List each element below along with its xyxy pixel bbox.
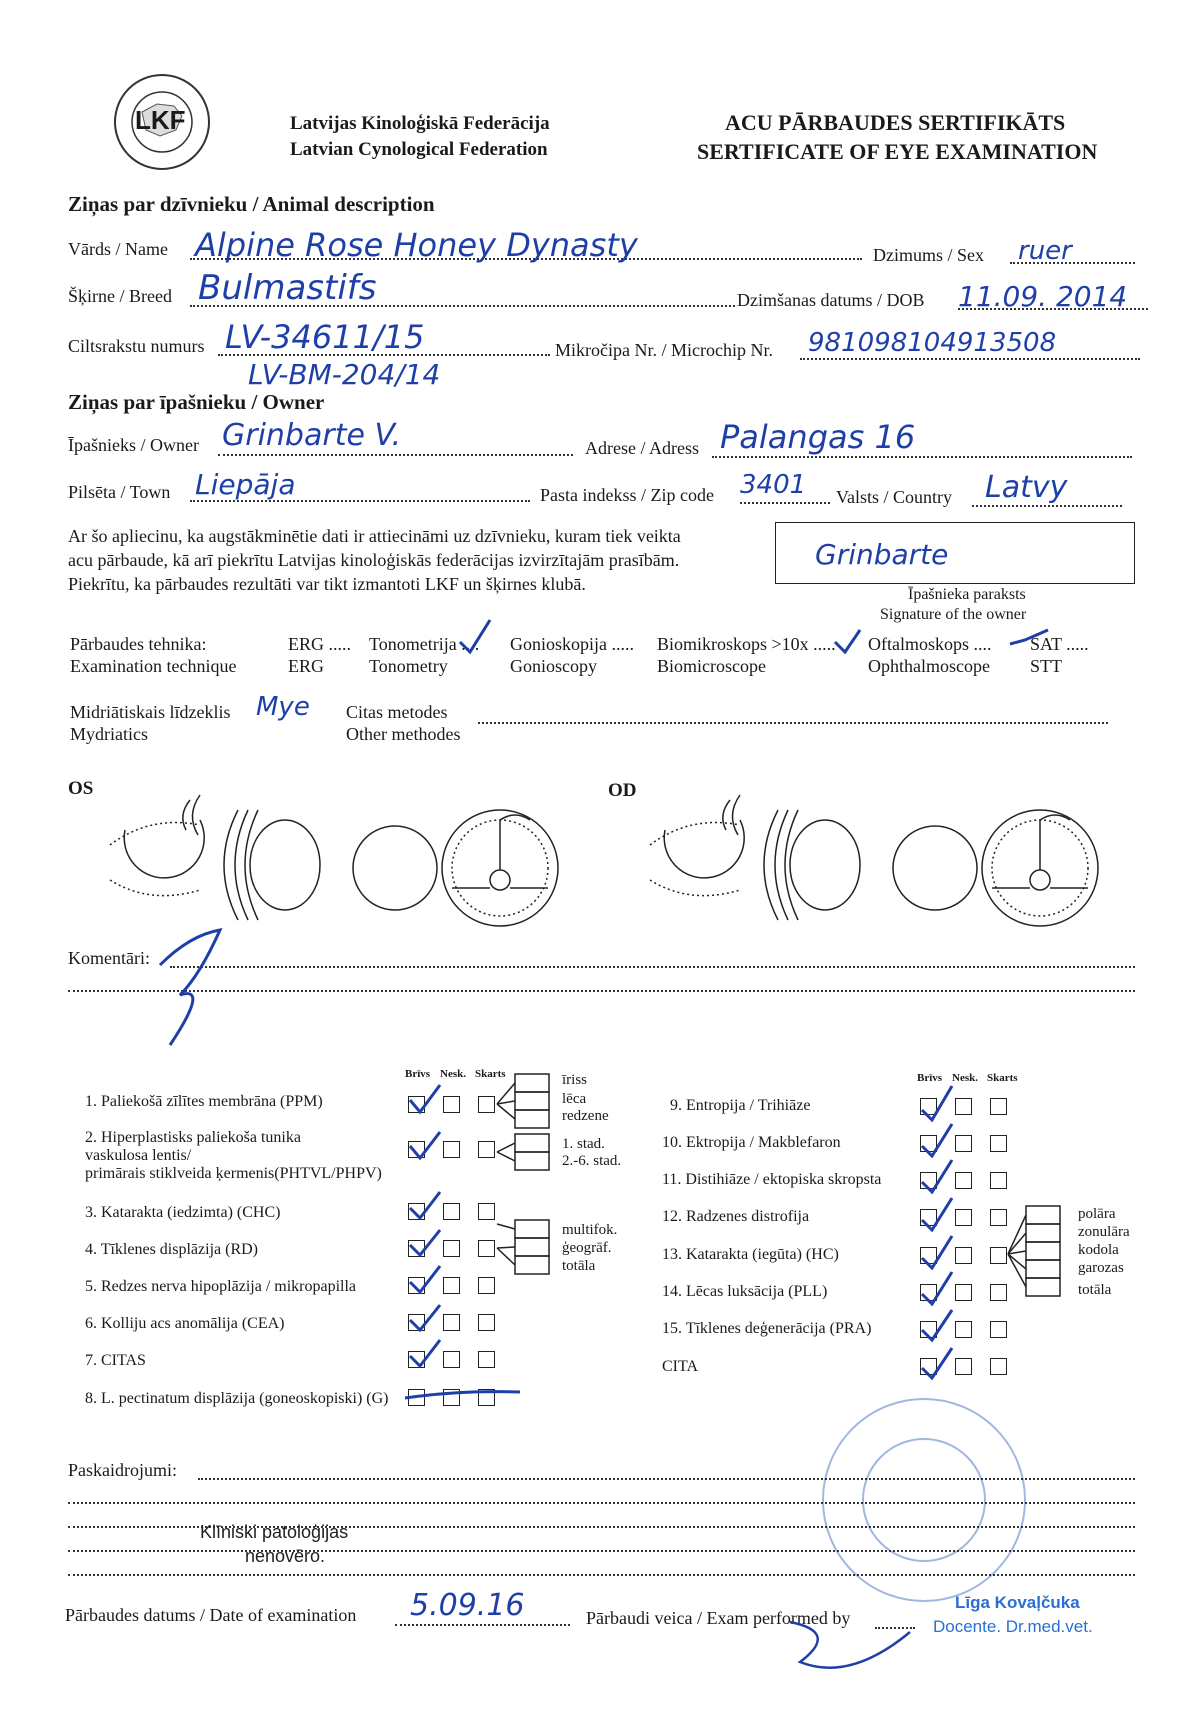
row-distichiasis: 11. Distihiāze / ektopiska skropsta	[662, 1171, 882, 1188]
comments-line-1	[170, 966, 1135, 968]
chip-label: Mikročipa Nr. / Microchip Nr.	[555, 340, 773, 360]
sig-label-en: Signature of the owner	[880, 606, 1027, 623]
col-nesk-left: Nesk.	[440, 1068, 466, 1080]
row-pra: 15. Tīklenes deģenerācija (PRA)	[662, 1320, 872, 1337]
address-value: Palangas 16	[720, 418, 916, 456]
explain-line-5	[68, 1574, 1135, 1576]
chip-line	[800, 358, 1140, 360]
gonio-en: Gonioscopy	[510, 656, 597, 676]
od-eye-diagrams	[630, 780, 1100, 935]
other-methods-en: Other methodes	[346, 724, 461, 744]
phtvl-sub-2: 2.-6. stad.	[562, 1153, 622, 1169]
declaration-line-1: Ar šo apliecinu, ka augstākminētie dati ir attiecināmi uz dzīvnieku, kuram tiek veikta	[68, 526, 681, 546]
vet-round-stamp-inner	[862, 1438, 986, 1562]
row-ppm: 1. Paliekošā zīlītes membrāna (PPM)	[85, 1093, 323, 1110]
breed-label: Šķirne / Breed	[68, 286, 172, 306]
hc-sub-total: totāla	[1078, 1282, 1112, 1298]
hc-sub-nuclear: kodola	[1078, 1242, 1119, 1258]
name-label: Vārds / Name	[68, 239, 168, 259]
sat-en: STT	[1030, 656, 1063, 676]
row-entropion: 9. Entropija / Trihiāze	[670, 1097, 811, 1114]
dob-value: 11.09. 2014	[958, 280, 1128, 313]
town-label: Pilsēta / Town	[68, 482, 171, 502]
right-checkmarks	[912, 1082, 972, 1387]
checkbox	[990, 1098, 1007, 1115]
breed-value: Bulmastifs	[198, 268, 377, 308]
owner-section-title: Ziņas par īpašnieku / Owner	[68, 390, 325, 414]
row-corneal-dystrophy: 12. Radzenes distrofija	[662, 1208, 810, 1225]
row-rd: 4. Tīklenes displāzija (RD)	[85, 1241, 258, 1258]
col-skarts-right: Skarts	[987, 1072, 1018, 1084]
comments-dash-mark	[150, 925, 230, 1060]
explain-line-2	[68, 1502, 1135, 1504]
town-value: Liepāja	[195, 468, 296, 501]
vet-name-stamp: Līga Kovaļčuka	[955, 1593, 1080, 1612]
title-en: SERTIFICATE OF EYE EXAMINATION	[697, 139, 1098, 164]
exam-date-line	[395, 1624, 570, 1626]
row-ectropion: 10. Ektropija / Makblefaron	[662, 1134, 841, 1151]
other-methods-line	[478, 722, 1108, 724]
name-value: Alpine Rose Honey Dynasty	[195, 226, 638, 264]
owner-signature: Grinbarte	[815, 538, 949, 571]
checkbox	[990, 1172, 1007, 1189]
zip-value: 3401	[740, 470, 807, 500]
row-onh: 5. Redzes nerva hipoplāzija / mikropapilla	[85, 1278, 357, 1295]
mydriatics-label-lv: Midriātiskais līdzeklis	[70, 702, 231, 722]
country-value: Latvy	[985, 470, 1068, 505]
col-nesk-right: Nesk.	[952, 1072, 978, 1084]
sat-lv: SAT .....	[1030, 634, 1089, 654]
erg-lv: ERG .....	[288, 634, 351, 654]
dob-label: Dzimšanas datums / DOB	[737, 290, 925, 310]
sex-label: Dzimums / Sex	[873, 245, 984, 265]
performed-by-label: Pārbaudi veica / Exam performed by	[586, 1608, 851, 1628]
logo-text: LKF	[135, 105, 186, 135]
declaration-line-3: Piekrītu, ka pārbaudes rezultāti var tikt izmantoti LKF un šķirnes klubā.	[68, 574, 586, 594]
checkbox	[990, 1209, 1007, 1226]
phtvl-sub-1: 1. stad.	[562, 1136, 605, 1152]
title-lv: ACU PĀRBAUDES SERTIFIKĀTS	[725, 110, 1066, 135]
other-methods-lv: Citas metodes	[346, 702, 448, 722]
row-pll: 14. Lēcas luksācija (PLL)	[662, 1283, 828, 1300]
animal-section-title: Ziņas par dzīvnieku / Animal description	[68, 192, 435, 216]
org-name-lv: Latvijas Kinoloģiskā Federācija	[290, 113, 550, 134]
checkbox	[990, 1135, 1007, 1152]
chc-sub-multifocal: multifok.	[562, 1222, 618, 1238]
os-label: OS	[68, 778, 94, 799]
hc-sub-cortical: garozas	[1078, 1260, 1124, 1276]
ppm-sub-cornea: redzene	[562, 1108, 609, 1124]
comments-label: Komentāri:	[68, 948, 150, 968]
chc-sub-geographic: ģeogrāf.	[562, 1240, 612, 1256]
address-line	[712, 456, 1132, 458]
checkbox	[990, 1358, 1007, 1375]
stamped-finding-2: nenovēro.	[245, 1546, 326, 1566]
technique-label-lv: Pārbaudes tehnika:	[70, 634, 207, 654]
row-gonio: 8. L. pectinatum displāzija (goneoskopiski) (G)	[85, 1390, 389, 1407]
sig-label-lv: Īpašnieka paraksts	[908, 586, 1026, 603]
row-phtvl-3: primārais stiklveida ķermenis(PHTVL/PHPV)	[85, 1165, 382, 1182]
owner-label: Īpašnieks / Owner	[68, 435, 199, 455]
explanations-label: Paskaidrojumi:	[68, 1460, 177, 1480]
tono-en: Tonometry	[369, 656, 448, 676]
pedigree-value: LV-34611/15	[225, 318, 425, 356]
exam-date-value: 5.09.16	[410, 1588, 525, 1623]
col-free-right: Brīvs	[917, 1072, 943, 1084]
row-phtvl-1: 2. Hiperplastisks paliekoša tunika	[85, 1129, 301, 1146]
address-label: Adrese / Adress	[585, 438, 699, 458]
zip-line	[740, 502, 830, 504]
declaration-line-2: acu pārbaude, kā arī piekrītu Latvijas kinoloģiskās federācijas izvirzītajām prasībām.	[68, 550, 680, 570]
technique-checkmarks	[440, 612, 1080, 667]
col-skarts-left: Skarts	[475, 1068, 506, 1080]
col-free-left: Brīvs	[405, 1068, 431, 1080]
ppm-sub-iris: īriss	[562, 1072, 588, 1088]
os-eye-diagrams	[90, 780, 560, 935]
checkbox	[990, 1321, 1007, 1338]
zip-label: Pasta indekss / Zip code	[540, 485, 714, 505]
row-cita: CITA	[662, 1358, 699, 1375]
row-cea: 6. Kolliju acs anomālija (CEA)	[85, 1315, 285, 1332]
hc-sub-zonular: zonulāra	[1078, 1224, 1130, 1240]
biomi-lv: Biomikroskops >10x .....	[657, 634, 836, 654]
oftal-lv: Oftalmoskops ....	[868, 634, 992, 654]
checkbox	[990, 1247, 1007, 1264]
explain-line-1	[198, 1478, 1135, 1480]
hc-sub-polar: polāra	[1078, 1206, 1116, 1222]
pedigree-label: Ciltsrakstu numurs	[68, 336, 205, 356]
mydriatics-label-en: Mydriatics	[70, 724, 148, 744]
pedigree-value-2: LV-BM-204/14	[248, 358, 441, 391]
oftal-en: Ophthalmoscope	[868, 656, 990, 676]
vet-title-stamp: Docente. Dr.med.vet.	[933, 1617, 1093, 1636]
row-hc: 13. Katarakta (iegūta) (HC)	[662, 1246, 839, 1263]
ppm-sub-lens: lēca	[562, 1091, 587, 1107]
row-chc: 3. Katarakta (iedzimta) (CHC)	[85, 1204, 281, 1221]
explain-line-4	[68, 1550, 1135, 1552]
row-phtvl-2: vaskulosa lentis/	[85, 1147, 192, 1164]
row-citas: 7. CITAS	[85, 1352, 146, 1369]
technique-label-en: Examination technique	[70, 656, 237, 676]
country-line	[972, 505, 1122, 507]
owner-value: Grinbarte V.	[222, 418, 402, 453]
gonio-lv: Gonioskopija .....	[510, 634, 634, 654]
mydriatics-value: Mye	[256, 692, 310, 722]
vet-signature-scribble	[780, 1612, 920, 1697]
owner-line	[218, 454, 573, 456]
left-checkmarks	[400, 1080, 530, 1425]
chip-value: 981098104913508	[808, 328, 1057, 358]
exam-date-label: Pārbaudes datums / Date of examination	[65, 1605, 357, 1625]
country-label: Valsts / Country	[836, 487, 953, 507]
od-label: OD	[608, 780, 637, 801]
erg-en: ERG	[288, 656, 324, 676]
org-name-en: Latvian Cynological Federation	[290, 139, 548, 160]
checkbox	[990, 1284, 1007, 1301]
tono-lv: Tonometrija ....	[369, 634, 480, 654]
chc-sub-total: totāla	[562, 1258, 596, 1274]
biomi-en: Biomicroscope	[657, 656, 766, 676]
hc-sub-boxes	[1006, 1204, 1066, 1309]
stamped-finding-1: Klīniski patoloģijas	[200, 1522, 349, 1542]
sex-value: ruer	[1018, 236, 1072, 266]
